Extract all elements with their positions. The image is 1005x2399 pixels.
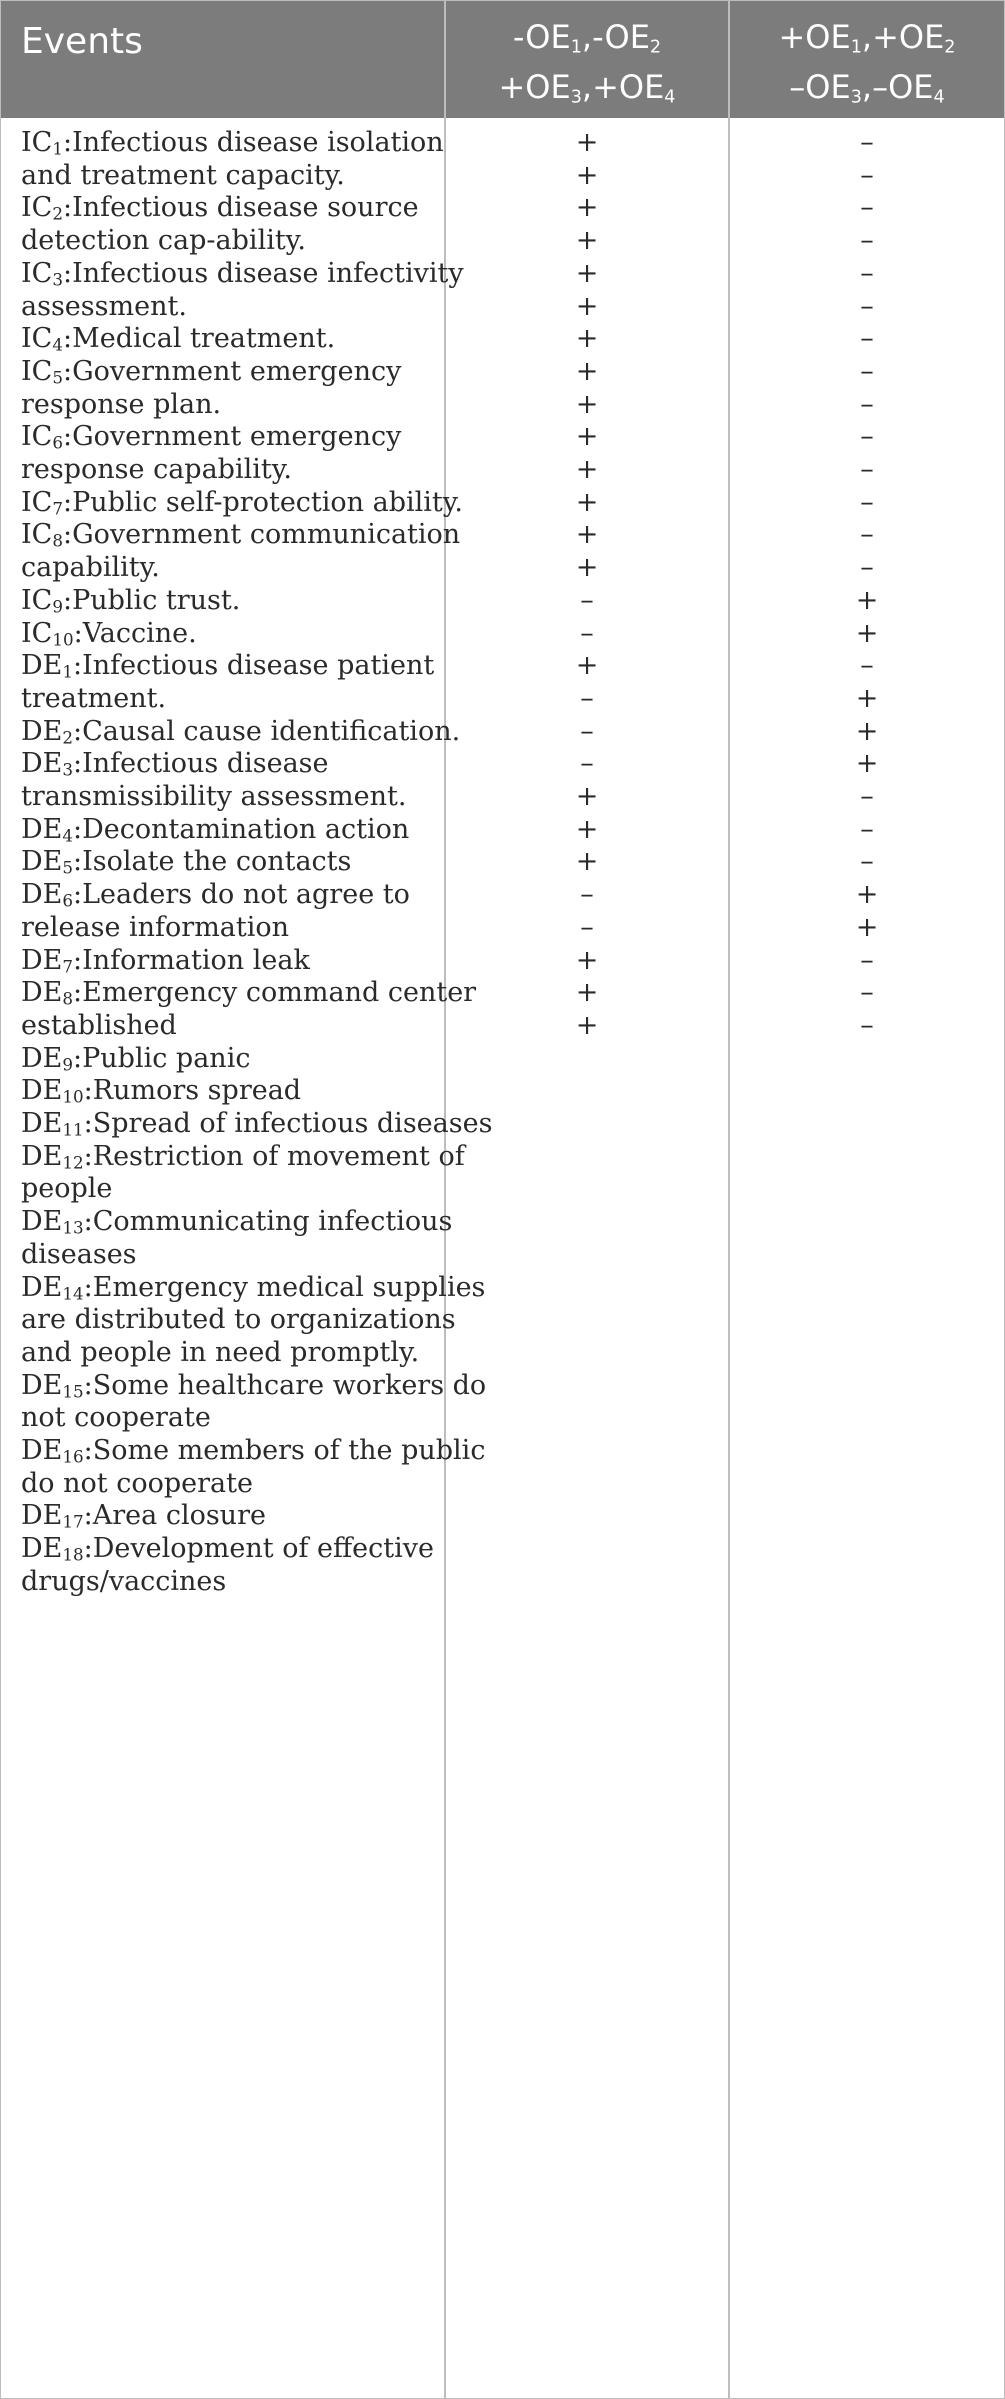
sign-column-2: +: [855, 617, 879, 649]
header-column-1-line-2: $+OE_3,+OE_4$: [498, 68, 676, 108]
event-text: $IC_9:Public$ trust.: [21, 584, 241, 617]
sign-column-1: +: [575, 192, 599, 224]
sign-column-2: –: [860, 323, 874, 355]
sign-column-2: –: [860, 1009, 874, 1041]
event-text: $IC_{10}:Vaccine$.: [21, 617, 197, 649]
sign-column-1: +: [575, 355, 599, 387]
sign-column-2: –: [860, 846, 874, 878]
sign-column-2: –: [860, 944, 874, 976]
sign-column-1: +: [575, 454, 599, 485]
sign-column-1: –: [580, 911, 594, 943]
sign-column-1: +: [575, 813, 599, 845]
event-text: $IC_7:Public$ self-protection ability.: [21, 486, 464, 519]
event-text: $DE_6:Leaders$ do not agree to: [21, 879, 410, 911]
sign-column-2: –: [860, 552, 874, 584]
sign-column-2: –: [860, 159, 874, 191]
header-column-1-line-1: $-OE_1,-OE_2$: [512, 18, 662, 58]
event-text: established: [21, 1009, 177, 1041]
event-text: response plan.: [21, 388, 222, 420]
event-text: capability.: [21, 552, 160, 584]
header-column-1: [446, 17, 728, 118]
sign-column-2: –: [860, 257, 874, 289]
sign-column-1: –: [580, 617, 594, 649]
event-text: $IC_3:Infectious$ disease infectivity: [21, 257, 464, 290]
sign-column-2: –: [860, 977, 874, 1009]
sign-column-2: [730, 1557, 1004, 1607]
sign-column-1: –: [580, 748, 594, 780]
sign-column-2: –: [860, 192, 874, 224]
event-text: $DE_5:Isolate$ the contacts: [21, 846, 352, 878]
event-text: $IC_5:Government$ emergency: [21, 355, 402, 388]
sign-column-1: +: [575, 486, 599, 518]
sign-column-2: –: [860, 388, 874, 420]
event-text: drugs/vaccines: [21, 1565, 227, 1597]
header-column-2: [730, 17, 1004, 118]
sign-column-1: –: [580, 682, 594, 714]
sign-column-2: +: [855, 584, 879, 616]
event-text: are distributed to organizations: [21, 1304, 456, 1336]
sign-column-1: +: [575, 552, 599, 584]
event-text: $IC_6:Government$ emergency: [21, 421, 402, 453]
event-text: $DE_{10}:Rumors$ spread: [21, 1075, 302, 1107]
sign-column-1: +: [575, 781, 599, 812]
table-header: [1, 1, 1004, 118]
sign-column-1: +: [575, 388, 599, 420]
sign-column-1: +: [575, 323, 599, 355]
sign-column-1: +: [575, 159, 599, 191]
event-text: $IC_2:Infectious$ disease source: [21, 192, 419, 224]
sign-column-1: –: [580, 715, 594, 747]
event-text: $IC_1:Infectious$ disease isolation: [21, 127, 444, 159]
sign-column-1: [446, 1557, 728, 1607]
sign-column-1: +: [575, 421, 599, 453]
sign-column-1: +: [575, 650, 599, 682]
event-text: and people in need promptly.: [21, 1336, 420, 1368]
sign-column-1: +: [575, 127, 599, 158]
event-text: $DE_{13}:Communicating$ infectious: [21, 1206, 453, 1238]
event-text: diseases: [21, 1238, 137, 1270]
event-text: $IC_8:Government$ communication: [21, 519, 461, 551]
event-text: $DE_{16}:Some$ members of the public: [21, 1435, 486, 1467]
event-text: $DE_{14}:Emergency$ medical supplies: [21, 1271, 486, 1303]
sign-column-2: –: [860, 781, 874, 812]
sign-column-2: –: [860, 813, 874, 845]
sign-column-1: –: [580, 584, 594, 616]
event-text: $DE_2:Causal$ cause identification.: [21, 715, 461, 747]
event-text: $DE_{11}:Spread$ of infectious diseases: [21, 1108, 493, 1140]
sign-column-1: +: [575, 290, 599, 322]
sign-column-1: +: [575, 846, 599, 878]
header-column-2-line-1: $+OE_1,+OE_2$: [778, 18, 956, 58]
sign-column-2: –: [860, 290, 874, 322]
event-text: transmissibility assessment.: [21, 781, 407, 812]
sign-column-1: +: [575, 1009, 599, 1041]
sign-column-2: –: [860, 225, 874, 257]
sign-column-2: –: [860, 421, 874, 453]
event-text: $DE_1:Infectious$ disease patient: [21, 650, 435, 682]
event-text: and treatment capacity.: [21, 159, 345, 191]
event-text: $DE_8:Emergency$ command center: [21, 977, 477, 1009]
sign-column-1: +: [575, 257, 599, 289]
event-text: not cooperate: [21, 1402, 211, 1434]
event-text: $DE_4:Decontamination$ action: [21, 813, 410, 846]
event-text: treatment.: [21, 682, 167, 714]
sign-column-2: +: [855, 715, 879, 747]
sign-column-1: +: [575, 977, 599, 1009]
header-column-2-line-2: $-OE_3,-OE_4$: [789, 68, 945, 108]
sign-column-2: –: [860, 650, 874, 682]
header-events: Events: [21, 21, 143, 62]
sign-column-2: –: [860, 486, 874, 518]
table-row: [1, 1557, 1004, 1607]
event-text: do not cooperate: [21, 1467, 253, 1499]
sign-column-2: +: [855, 911, 879, 943]
sign-column-2: +: [855, 682, 879, 714]
sign-column-1: –: [580, 879, 594, 911]
event-text: $DE_7:Information$ leak: [21, 944, 310, 976]
event-text: people: [21, 1173, 113, 1205]
event-text: $IC_4:Medical$ treatment.: [21, 323, 336, 355]
sign-column-2: –: [860, 355, 874, 387]
event-text: release information: [21, 911, 290, 943]
event-text: response capability.: [21, 454, 292, 485]
sign-column-2: –: [860, 127, 874, 158]
sign-column-2: +: [855, 879, 879, 911]
sign-column-1: +: [575, 225, 599, 257]
event-text: $DE_{12}:Restriction$ of movement of: [21, 1140, 465, 1173]
event-text: $DE_{15}:Some$ healthcare workers do: [21, 1369, 487, 1401]
event-text: $DE_{17}:Area$ closure: [21, 1500, 266, 1532]
sign-column-1: +: [575, 519, 599, 551]
sign-column-2: –: [860, 519, 874, 551]
event-text: detection cap-ability.: [21, 225, 306, 257]
sign-column-1: +: [575, 944, 599, 976]
event-text: $DE_3:Infectious$ disease: [21, 748, 329, 780]
sign-column-2: +: [855, 748, 879, 780]
event-text: assessment.: [21, 290, 187, 322]
event-text: $DE_{18}:Development$ of effective: [21, 1533, 434, 1565]
event-text: $DE_9:Public$ panic: [21, 1042, 251, 1074]
sign-column-2: –: [860, 454, 874, 485]
